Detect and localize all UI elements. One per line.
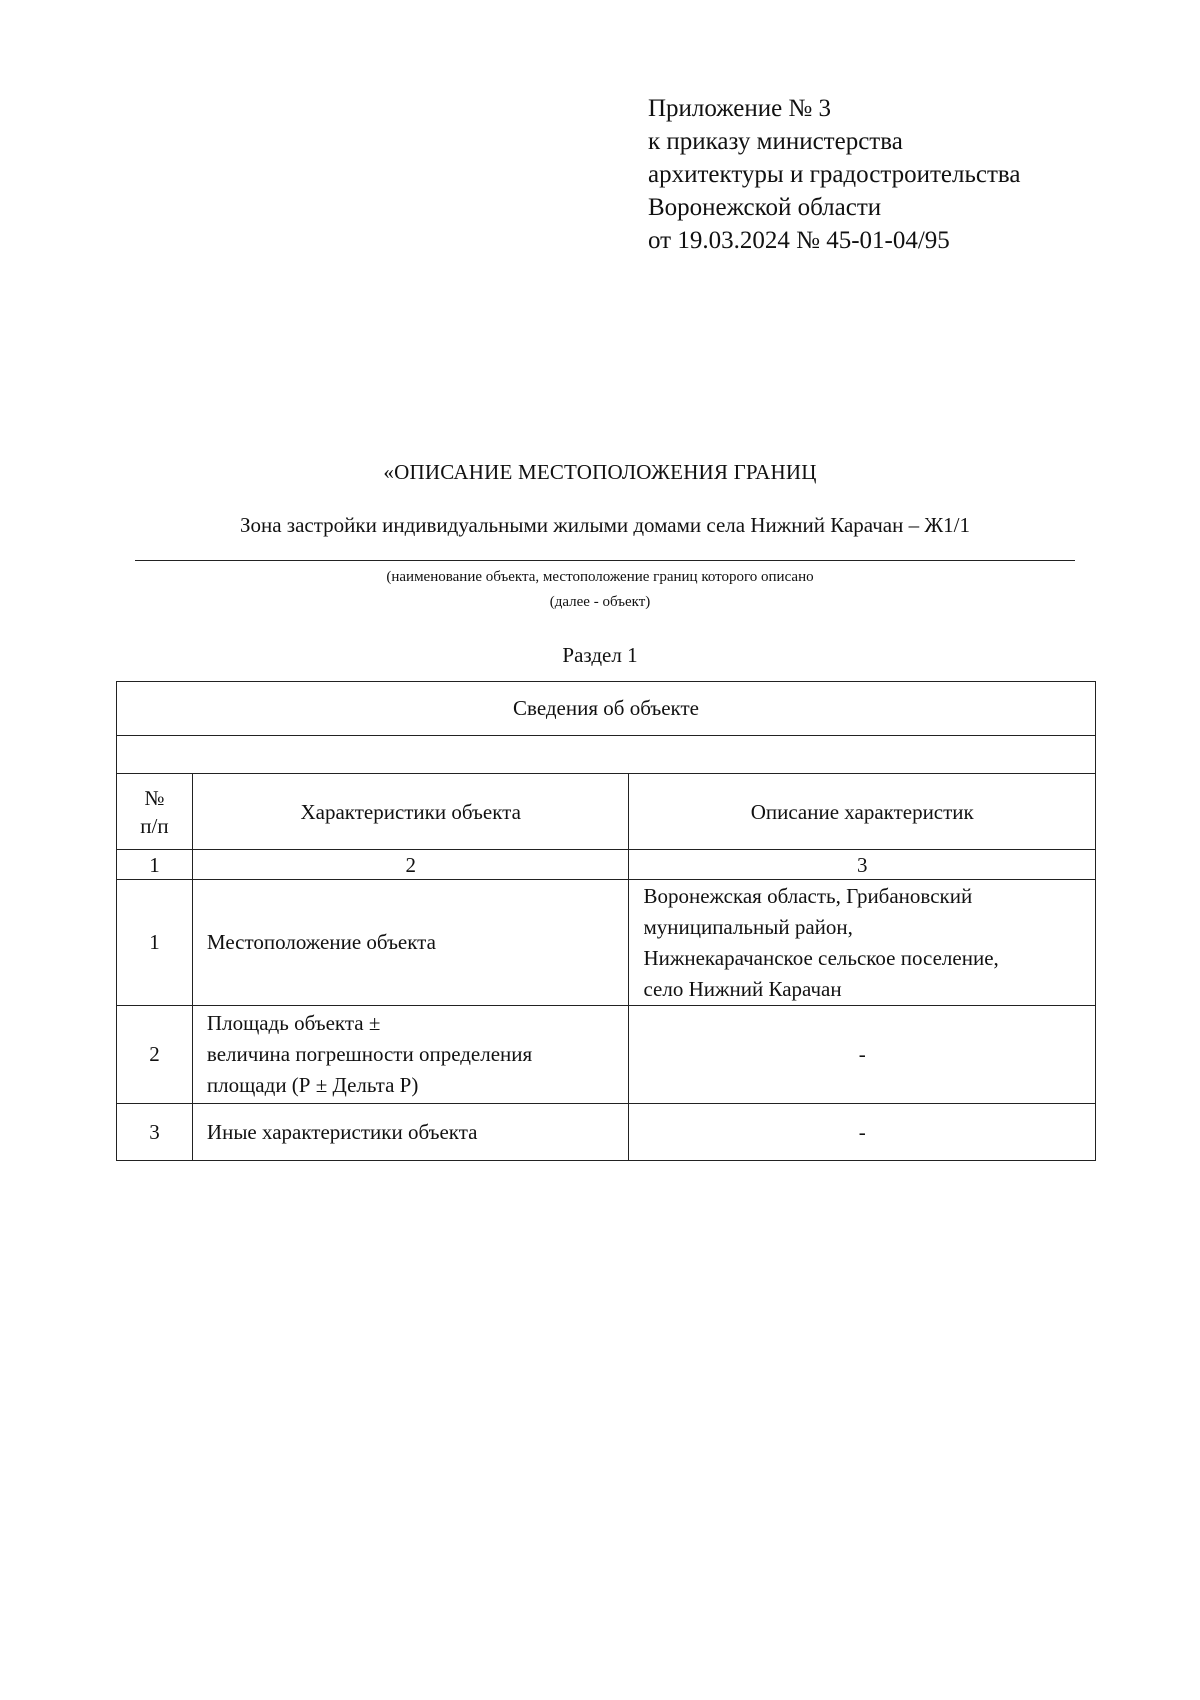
cell-line: Местоположение объекта	[206, 930, 436, 954]
table-caption: Сведения об объекте	[117, 682, 1096, 736]
row-number: 2	[117, 1006, 193, 1104]
object-name-hint	[0, 565, 1200, 615]
row-characteristic	[192, 1006, 629, 1104]
header-description: Описание характеристик	[629, 774, 1096, 850]
header-characteristics: Характеристики объекта	[192, 774, 629, 850]
row-number: 1	[117, 880, 193, 1006]
appendix-line: архитектуры и градостроительства	[648, 161, 1021, 188]
table-empty-row	[117, 736, 1096, 774]
cell-line: село Нижний Карачан	[643, 976, 842, 1001]
section-label: Раздел 1	[562, 643, 638, 667]
row-number: 3	[117, 1104, 193, 1161]
row-description	[629, 880, 1096, 1006]
table-row	[117, 880, 1096, 1006]
object-name: Зона застройки индивидуальными жилыми домами села Нижний Карачан – Ж1/1	[239, 513, 971, 537]
row-description	[629, 1104, 1096, 1161]
table-row	[117, 1104, 1096, 1161]
hint-line: (наименование объекта, местоположение границ которого описано	[386, 569, 814, 585]
table-row	[117, 1006, 1096, 1104]
cell-line: Нижнекарачанское сельское поселение,	[643, 945, 999, 970]
appendix-line: Приложение № 3	[648, 95, 832, 122]
cell-line: муниципальный район,	[643, 914, 853, 939]
header-number-line: №	[144, 785, 165, 810]
column-number-row	[117, 850, 1096, 880]
row-characteristic	[192, 880, 629, 1006]
column-number: 1	[117, 850, 193, 880]
cell-line: величина погрешности определения	[206, 1042, 533, 1066]
cell-line: Иные характеристики объекта	[206, 1119, 478, 1144]
column-number: 2	[192, 850, 629, 880]
cell-line: -	[858, 1042, 866, 1066]
cell-line: Воронежская область, Грибановский	[643, 883, 973, 908]
cell-line: Площадь объекта ±	[206, 1011, 381, 1035]
row-description	[629, 1006, 1096, 1104]
header-number	[117, 774, 193, 850]
appendix-line: к приказу министерства	[648, 128, 903, 155]
appendix-line: Воронежской области	[648, 194, 882, 221]
cell-line: площади (Р ± Дельта Р)	[206, 1073, 419, 1097]
appendix-line: от 19.03.2024 № 45-01-04/95	[648, 227, 950, 254]
column-number: 3	[629, 850, 1096, 880]
header-number-line: п/п	[140, 813, 169, 838]
cell-line: -	[858, 1119, 866, 1144]
hint-line: (далее - объект)	[549, 594, 651, 610]
appendix-block	[648, 92, 1020, 257]
row-characteristic	[192, 1104, 629, 1161]
document-title: «ОПИСАНИЕ МЕСТОПОЛОЖЕНИЯ ГРАНИЦ	[383, 460, 817, 484]
underline-rule	[135, 560, 1075, 561]
object-info-table	[116, 681, 1096, 1161]
